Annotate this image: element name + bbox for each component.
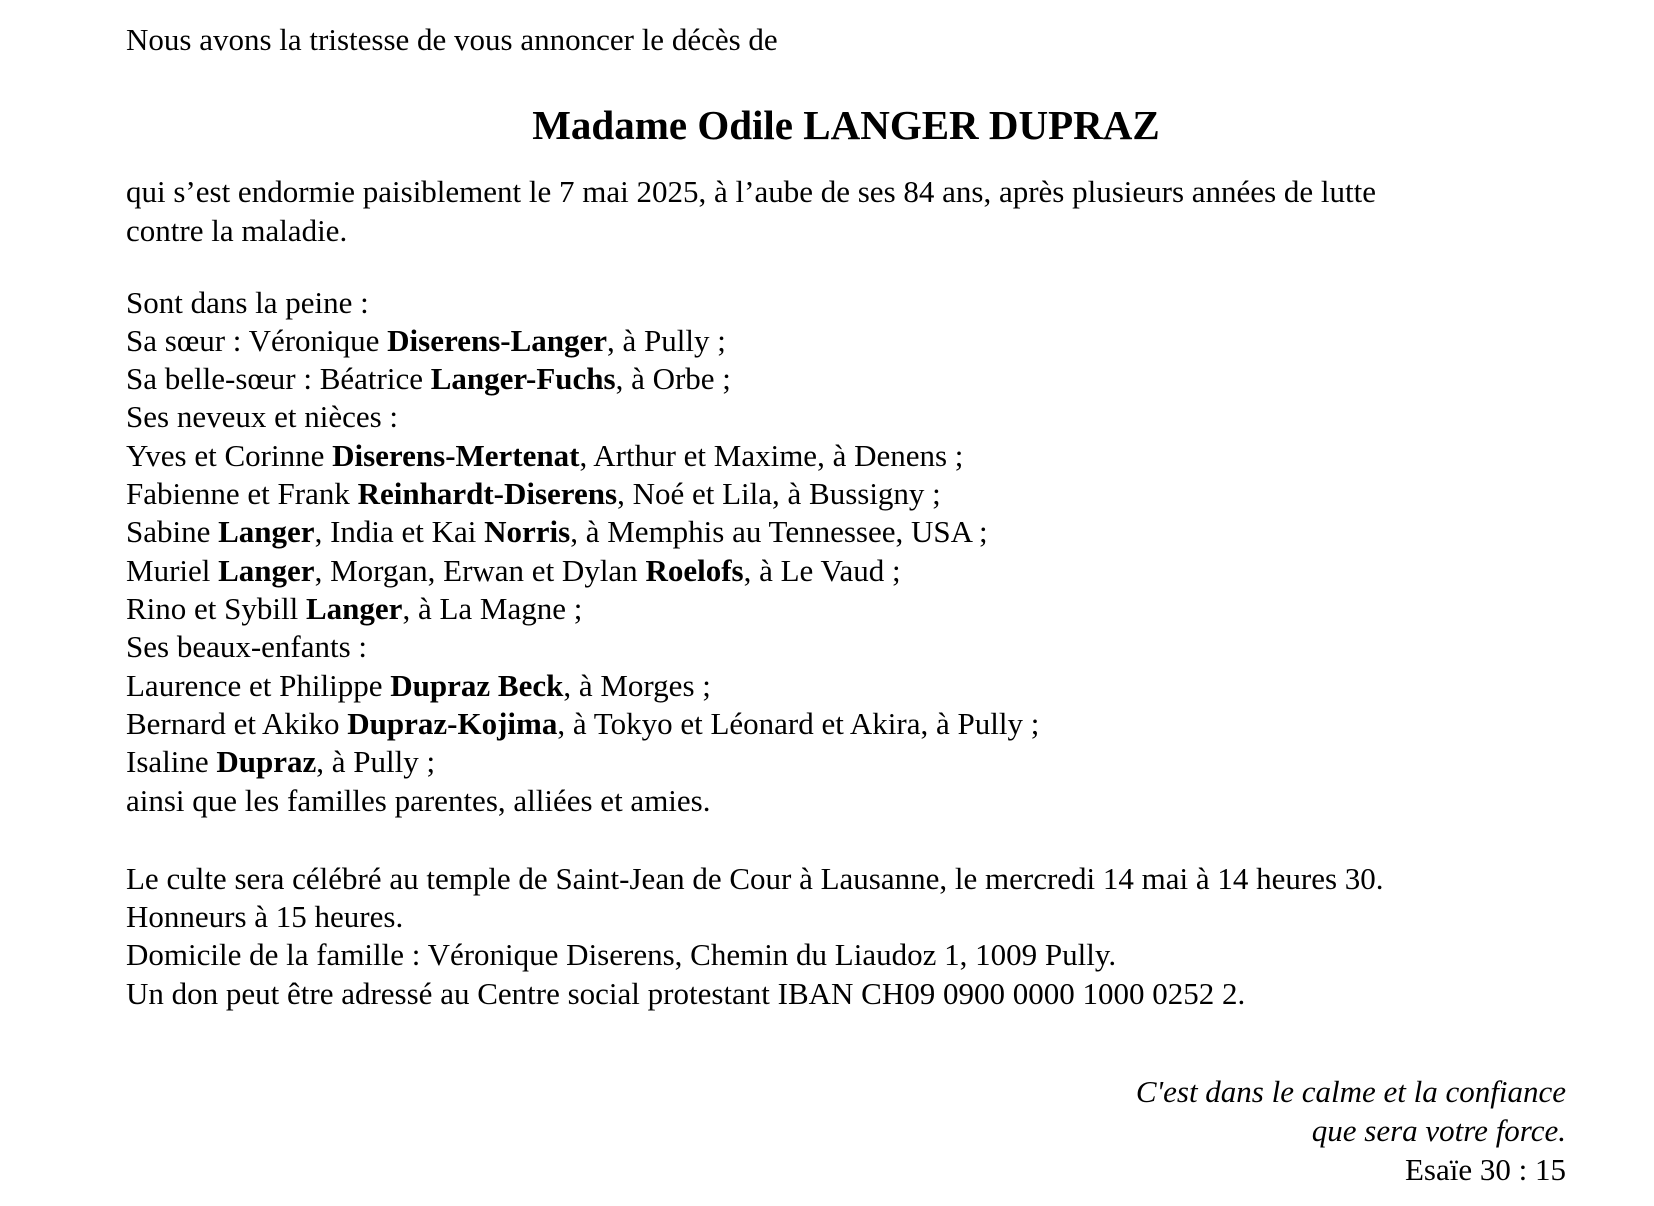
mourner-surname: Reinhardt-Diserens (357, 476, 618, 511)
mourner-text: Laurence et Philippe (126, 668, 391, 703)
mourner-line (126, 552, 901, 590)
mourner-text: , à Orbe ; (615, 361, 731, 396)
mourner-line (126, 360, 731, 398)
verse-line-2: que sera votre force. (1311, 1113, 1566, 1148)
mourner-line (126, 475, 941, 513)
mourner-line (126, 322, 726, 360)
mourner-text: , Arthur et Maxime, à Denens ; (579, 438, 964, 473)
intro-text: Nous avons la tristesse de vous annoncer le décès de (126, 22, 778, 57)
mourner-text: Muriel (126, 553, 219, 588)
mourner-surname: Diserens-Langer (387, 323, 608, 358)
deceased-name: Madame Odile LANGER DUPRAZ (532, 102, 1160, 148)
mourner-surname: Langer (218, 514, 315, 549)
mourner-text: Sa sœur : Véronique (126, 323, 388, 358)
families-line: ainsi que les familles parentes, alliées et amies. (126, 783, 711, 818)
mourner-surname: Langer (218, 553, 315, 588)
stepchildren-heading: Ses beaux-enfants : (126, 629, 368, 664)
mourner-text: , à Pully ; (316, 744, 436, 779)
mourner-surname: Dupraz-Kojima (347, 706, 558, 741)
mourner-text: , à Pully ; (607, 323, 726, 358)
mourner-text: Isaline (126, 744, 217, 779)
mourner-text: , à Memphis au Tennessee, USA ; (570, 514, 988, 549)
mourner-text: , Noé et Lila, à Bussigny ; (617, 476, 941, 511)
service-line-3: Domicile de la famille : Véronique Diserens, Chemin du Liaudoz 1, 1009 Pully. (126, 937, 1117, 972)
mourner-surname: Norris (484, 514, 571, 549)
mourner-text: Sa belle-sœur : Béatrice (126, 361, 431, 396)
service-line-1: Le culte sera célébré au temple de Saint-Jean de Cour à Lausanne, le mercredi 14 mai à 14 heures 30. (126, 861, 1384, 896)
verse-reference: Esaïe 30 : 15 (1405, 1152, 1566, 1187)
mourner-text: , India et Kai (314, 514, 485, 549)
mourner-text: Fabienne et Frank (126, 476, 358, 511)
death-text-line-1: qui s’est endormie paisiblement le 7 mai 2025, à l’aube de ses 84 ans, après plusieurs années de lutte (126, 174, 1376, 209)
mourner-text: , Morgan, Erwan et Dylan (314, 553, 646, 588)
mourner-line (126, 590, 582, 628)
mourner-line (126, 743, 435, 781)
mourner-line (126, 513, 988, 551)
mourner-line (126, 705, 1039, 743)
mourner-text: , à Le Vaud ; (743, 553, 901, 588)
mourner-text: Sabine (126, 514, 219, 549)
death-text-line-2: contre la maladie. (126, 213, 348, 248)
nephews-heading: Ses neveux et nièces : (126, 399, 399, 434)
mourner-text: Bernard et Akiko (126, 706, 348, 741)
verse-line-1: C'est dans le calme et la confiance (1135, 1074, 1566, 1109)
mourners-heading: Sont dans la peine : (126, 285, 369, 320)
service-line-4: Un don peut être adressé au Centre social protestant IBAN CH09 0900 0000 1000 0252 2. (126, 976, 1246, 1011)
mourner-text: Rino et Sybill (126, 591, 306, 626)
mourner-line (126, 667, 711, 705)
mourner-surname: Dupraz Beck (390, 668, 564, 703)
mourner-surname: Diserens-Mertenat (332, 438, 580, 473)
mourner-text: Yves et Corinne (126, 438, 333, 473)
mourner-text: , à Tokyo et Léonard et Akira, à Pully ; (557, 706, 1040, 741)
mourner-surname: Roelofs (645, 553, 744, 588)
service-line-2: Honneurs à 15 heures. (126, 899, 404, 934)
mourner-text: , à Morges ; (563, 668, 711, 703)
mourner-text: , à La Magne ; (402, 591, 583, 626)
mourner-surname: Langer (306, 591, 403, 626)
mourner-surname: Langer-Fuchs (430, 361, 616, 396)
mourner-surname: Dupraz (216, 744, 317, 779)
obituary-notice (126, 0, 1566, 1206)
mourner-line (126, 437, 963, 475)
